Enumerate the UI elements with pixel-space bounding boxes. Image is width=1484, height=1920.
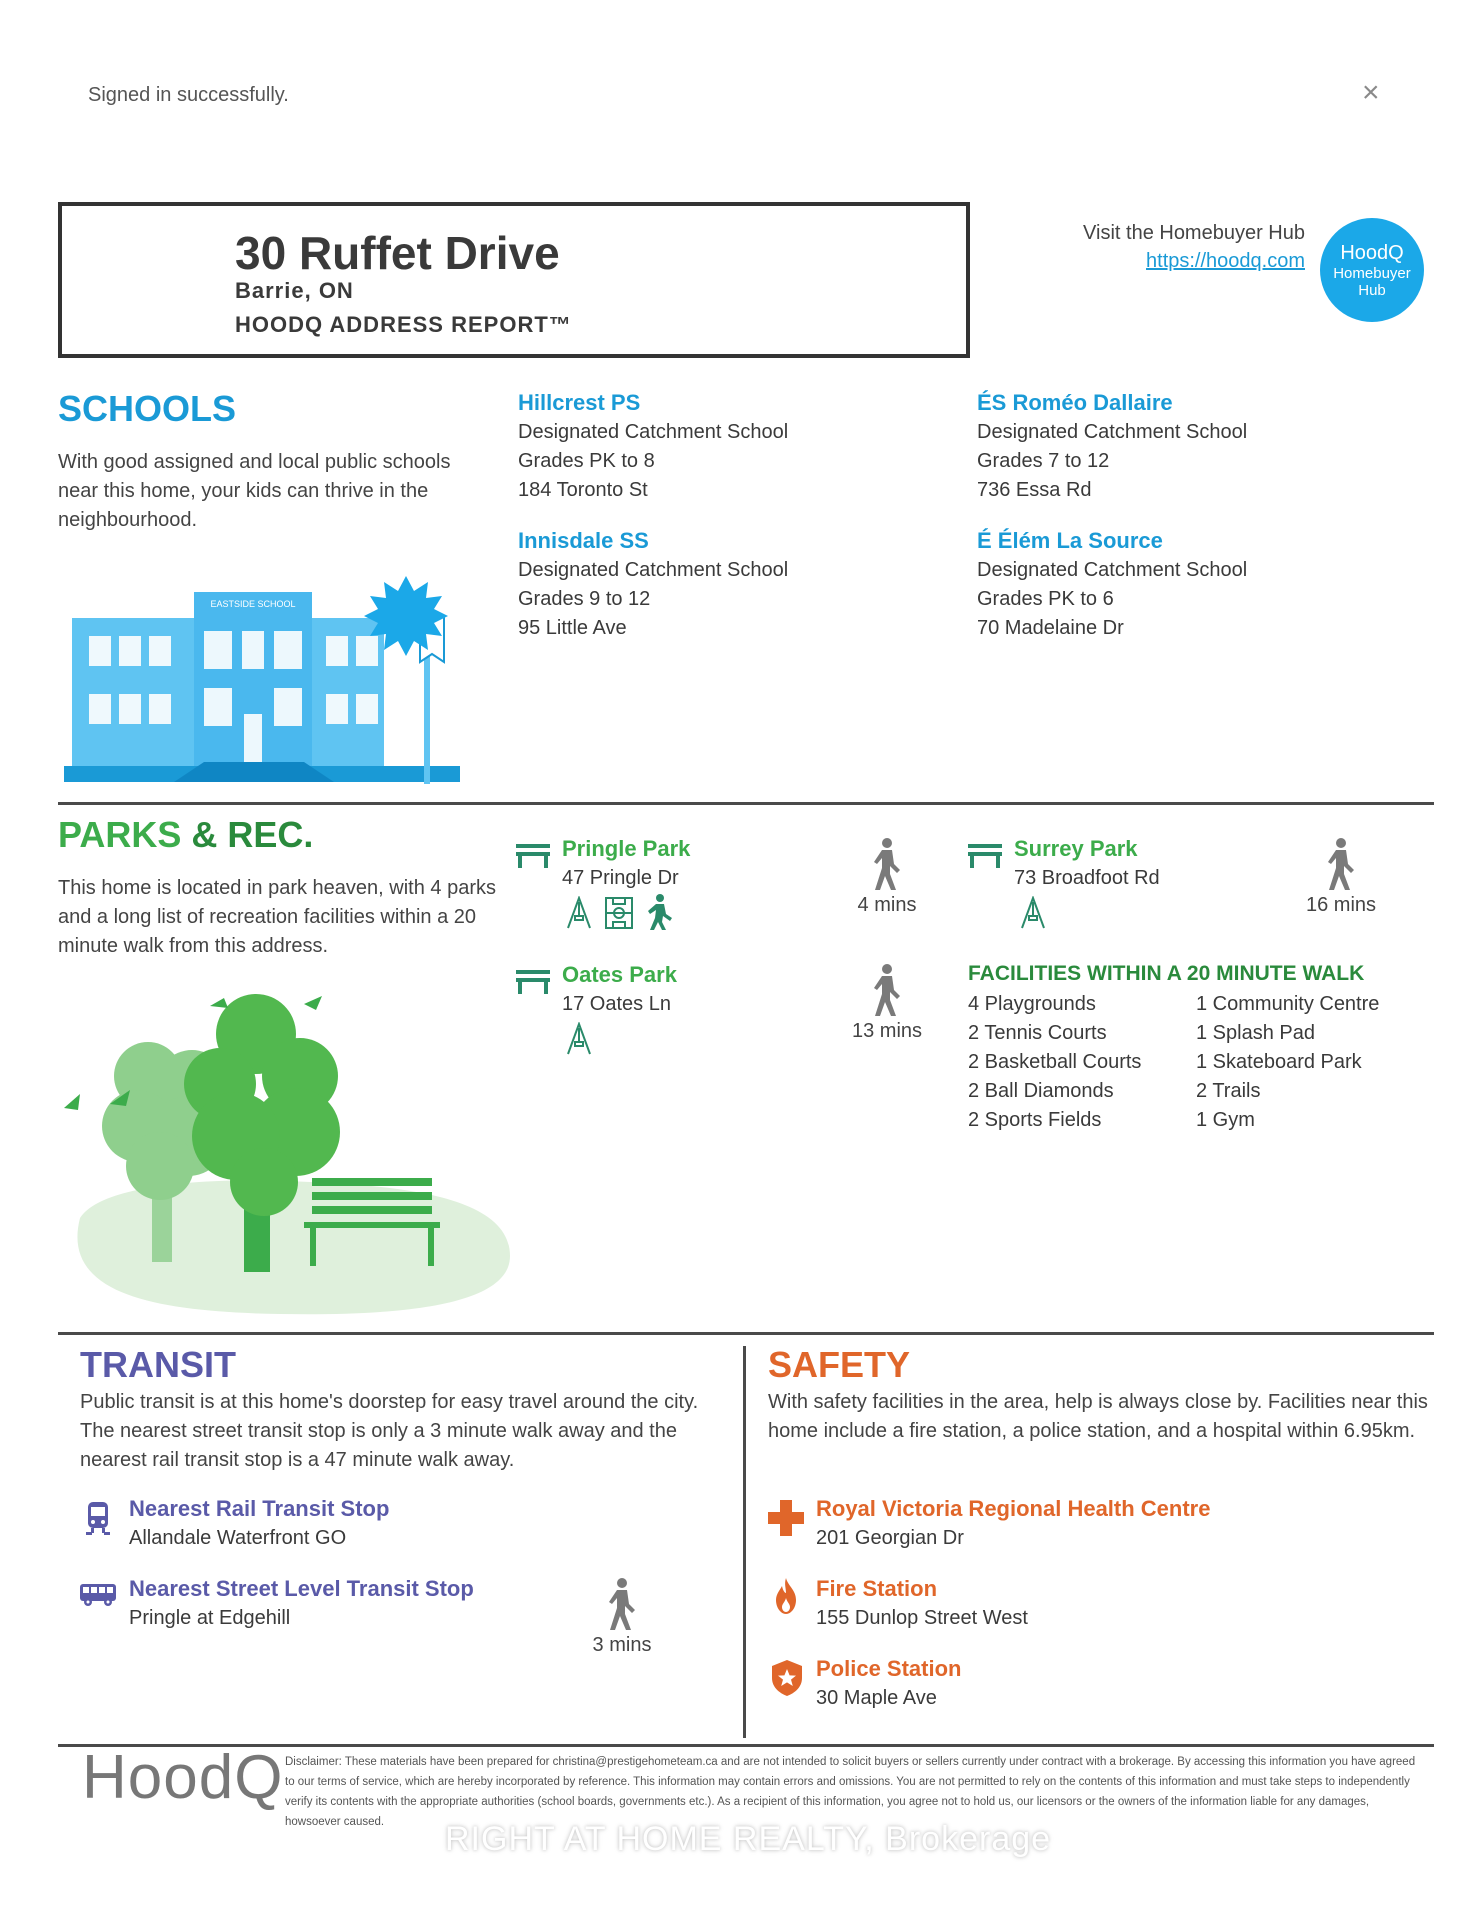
facility-item: 1 Splash Pad	[1196, 1022, 1315, 1044]
brokerage-watermark: RIGHT AT HOME REALTY, Brokerage	[445, 1820, 1052, 1858]
report-label: HOODQ ADDRESS REPORT™	[235, 312, 572, 337]
school-address: 70 Madelaine Dr	[977, 617, 1124, 639]
hub-text: Visit the Homebuyer Hub	[1083, 222, 1305, 244]
facility-item: 2 Basketball Courts	[968, 1051, 1142, 1073]
badge-line1: HoodQ	[1340, 242, 1404, 264]
safety-name: Police Station	[816, 1656, 962, 1681]
facility-item: 1 Community Centre	[1196, 993, 1380, 1015]
walk-icon	[870, 964, 904, 1016]
walk-time: 3 mins	[592, 1634, 652, 1656]
park-name: Pringle Park	[562, 836, 691, 861]
school-name: É Élém La Source	[977, 528, 1163, 553]
hub-badge[interactable]	[1320, 218, 1424, 322]
facility-item: 2 Ball Diamonds	[968, 1080, 1114, 1102]
school-type: Designated Catchment School	[518, 559, 789, 581]
safety-heading: SAFETY	[768, 1344, 911, 1385]
safety-description: With safety facilities in the area, help is always close by. Facilities near this home include a fire station, a police station, and a hospital within 6.95km.	[768, 1391, 1428, 1442]
school-address: 95 Little Ave	[518, 617, 627, 639]
park-item[interactable]	[562, 836, 690, 893]
park-illustration	[60, 986, 520, 1322]
transit-heading: TRANSIT	[80, 1344, 236, 1385]
walk-time: 4 mins	[857, 894, 917, 916]
sports-field-icon	[604, 896, 634, 930]
safety-item[interactable]	[816, 1656, 961, 1713]
fire-icon	[774, 1578, 798, 1614]
park-address: 73 Broadfoot Rd	[1014, 867, 1160, 889]
school-grades: Grades PK to 6	[977, 588, 1114, 610]
badge-line3: Hub	[1358, 282, 1386, 299]
facility-item: 4 Playgrounds	[968, 993, 1096, 1015]
school-illustration	[64, 576, 484, 786]
hub-link[interactable]: https://hoodq.com	[1146, 250, 1305, 272]
school-grades: Grades 9 to 12	[518, 588, 651, 610]
playground-icon	[1018, 896, 1048, 930]
walk-icon	[1324, 838, 1358, 890]
safety-address: 30 Maple Ave	[816, 1687, 937, 1709]
street-transit-stop[interactable]	[129, 1576, 474, 1633]
walk-time: 13 mins	[851, 1020, 923, 1042]
park-name: Surrey Park	[1014, 836, 1138, 861]
facility-item: 2 Trails	[1196, 1080, 1261, 1102]
hospital-icon	[768, 1500, 804, 1536]
safety-address: 155 Dunlop Street West	[816, 1607, 1028, 1629]
school-name: ÉS Roméo Dallaire	[977, 390, 1173, 415]
street-stop-name: Pringle at Edgehill	[129, 1607, 291, 1629]
walk-icon	[870, 838, 904, 890]
park-name: Oates Park	[562, 962, 677, 987]
facility-item: 2 Tennis Courts	[968, 1022, 1107, 1044]
safety-name: Royal Victoria Regional Health Centre	[816, 1496, 1211, 1521]
park-address: 17 Oates Ln	[562, 993, 671, 1015]
school-type: Designated Catchment School	[977, 421, 1248, 443]
police-badge-icon	[772, 1660, 802, 1696]
bench-icon	[968, 842, 1002, 868]
address-city: Barrie, ON	[235, 278, 354, 303]
school-name: Innisdale SS	[518, 528, 649, 553]
rail-stop-name: Allandale Waterfront GO	[129, 1527, 347, 1549]
facility-item: 1 Skateboard Park	[1196, 1051, 1362, 1073]
parks-heading-a: PARKS	[58, 814, 182, 855]
section-divider	[58, 1332, 1434, 1335]
park-item[interactable]	[562, 962, 677, 1019]
schools-description: With good assigned and local public schools near this home, your kids can thrive in the neighbourhood.	[58, 451, 451, 531]
section-divider	[58, 802, 1434, 805]
disclaimer: Disclaimer: These materials have been prepared for christina@prestigehometeam.ca and are not intended to solicit buyers or sellers currently under contract with a brokerage. By accessing this information you have agreed to our terms of service, which are hereby incorporated by reference. This information may contain errors and omissions. You are not permitted to rely on the contents of this information and must take steps to independently verify its contents with the appropriate authorities (school boards, governments etc.). As a recipient of this information, you agree not to hold us, our licensors or the owners of the information liable for any damages, howsoever caused.	[285, 1756, 1416, 1828]
school-grades: Grades 7 to 12	[977, 450, 1110, 472]
facilities-heading: FACILITIES WITHIN A 20 MINUTE WALK	[968, 962, 1365, 985]
playground-icon	[564, 896, 594, 930]
page-title: 30 Ruffet Drive	[235, 227, 560, 279]
rail-transit-stop[interactable]	[129, 1496, 389, 1553]
bench-icon	[516, 842, 550, 868]
facilities-list-right	[1196, 990, 1379, 1135]
bench-icon	[516, 968, 550, 994]
school-sign: EASTSIDE SCHOOL	[210, 599, 296, 609]
safety-item[interactable]	[816, 1576, 1028, 1633]
school-item[interactable]	[977, 390, 1247, 505]
park-item[interactable]	[1014, 836, 1160, 893]
parks-heading-b: & REC.	[191, 814, 314, 855]
bus-icon	[80, 1584, 116, 1606]
column-divider	[743, 1346, 746, 1738]
street-stop-title: Nearest Street Level Transit Stop	[129, 1576, 474, 1601]
hoodq-logo: HoodQ	[82, 1743, 284, 1812]
schools-heading: SCHOOLS	[58, 388, 237, 429]
playground-icon	[564, 1022, 594, 1056]
safety-address: 201 Georgian Dr	[816, 1527, 964, 1549]
safety-item[interactable]	[816, 1496, 1210, 1553]
facility-item: 2 Sports Fields	[968, 1109, 1102, 1131]
sign-in-notice: Signed in successfully.	[88, 84, 289, 106]
school-address: 736 Essa Rd	[977, 479, 1092, 501]
school-item[interactable]	[518, 390, 788, 505]
rail-stop-title: Nearest Rail Transit Stop	[129, 1496, 390, 1521]
parks-heading	[58, 814, 313, 856]
walk-icon	[605, 1578, 639, 1630]
facility-item: 1 Gym	[1196, 1109, 1255, 1131]
park-address: 47 Pringle Dr	[562, 867, 679, 889]
school-address: 184 Toronto St	[518, 479, 648, 501]
school-item[interactable]	[518, 528, 788, 643]
school-grades: Grades PK to 8	[518, 450, 655, 472]
school-type: Designated Catchment School	[977, 559, 1248, 581]
school-type: Designated Catchment School	[518, 421, 789, 443]
close-icon[interactable]: ×	[1362, 76, 1380, 109]
walk-time: 16 mins	[1305, 894, 1377, 916]
school-name: Hillcrest PS	[518, 390, 641, 415]
park-grass	[77, 1180, 510, 1314]
parks-description: This home is located in park heaven, with 4 parks and a long list of recreation facilities within a 20 minute walk from this address.	[58, 877, 496, 957]
badge-line2: Homebuyer	[1333, 265, 1411, 282]
transit-description: Public transit is at this home's doorstep for easy travel around the city. The nearest street transit stop is only a 3 minute walk away and the nearest rail transit stop is a 47 minute walk away.	[80, 1391, 699, 1471]
safety-name: Fire Station	[816, 1576, 938, 1601]
school-item[interactable]	[977, 528, 1247, 643]
facilities-list-left	[968, 990, 1141, 1135]
trail-icon	[644, 894, 674, 930]
train-icon	[86, 1502, 110, 1536]
